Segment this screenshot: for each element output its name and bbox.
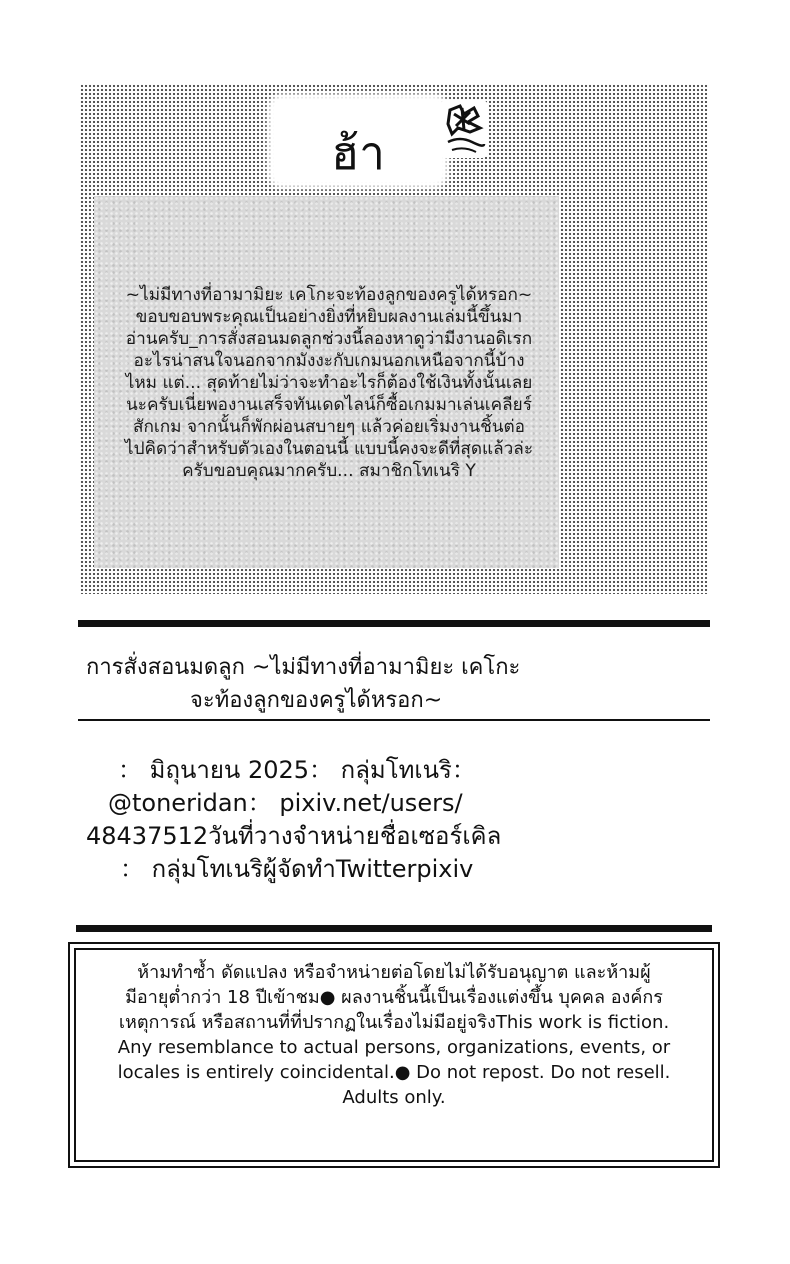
message-line: สักเกม จากนั้นก็พักผ่อนสบายๆ แล้วค่อยเริ่มงานชิ้นต่อ [133, 417, 525, 437]
credits-line-4: ： กลุ่มโทเนริผู้จัดทำTwitterpixiv [120, 855, 474, 883]
message-line: อ่านครับ_การสั่งสอนมดลูกช่วงนี้ลองหาดูว่ามีงานอดิเรก [125, 329, 533, 349]
credits-line-3: 48437512วันที่วางจำหน่ายชื่อเซอร์เคิล [86, 822, 502, 850]
message-line: ~ไม่มีทางที่อามามิยะ เคโกะจะท้องลูกของครูได้หรอก~ [125, 285, 533, 305]
disclaimer-line: มีอายุต่ำกว่า 18 ปีเข้าชม● ผลงานชิ้นนี้เป็นเรื่องแต่งขึ้น บุคคล องค์กร [125, 987, 663, 1008]
disclaimer-notice [76, 960, 712, 1110]
disclaimer-line: Any resemblance to actual persons, organizations, events, or [117, 1037, 671, 1058]
disclaimer-line: Adults only. [342, 1087, 446, 1108]
publication-credits [86, 754, 626, 886]
work-title [86, 651, 606, 717]
message-line: ขอบขอบพระคุณเป็นอย่างยิ่งที่หยิบผลงานเล่มนี้ขึ้นมา [135, 307, 523, 327]
disclaimer-line: locales is entirely coincidental.● Do not repost. Do not resell. [117, 1062, 671, 1083]
disclaimer-line: ห้ามทำซ้ำ ดัดแปลง หรือจำหน่ายต่อโดยไม่ได้รับอนุญาต และห้ามผู้ [137, 962, 651, 983]
message-line: ไปคิดว่าสำหรับตัวเองในตอนนี้ แบบนี้คงจะดีที่สุดแล้วล่ะ [124, 439, 534, 459]
sound-effect-title: ฮ้า [331, 126, 385, 180]
scribble-mark-icon [440, 100, 488, 158]
disclaimer-line: เหตุการณ์ หรือสถานที่ที่ปรากฏในเรื่องไม่มีอยู่จริงThis work is fiction. [118, 1012, 670, 1033]
message-line: ไหม แต่... สุดท้ายไม่ว่าจะทำอะไรก็ต้องใช้เงินทั้งนั้นเลย [125, 373, 533, 393]
divider-title [78, 719, 710, 721]
divider-bottom [76, 925, 712, 932]
divider-top [78, 620, 710, 627]
credits-line-2: @toneridan： pixiv.net/users/ [108, 789, 463, 817]
work-title-line-2: จะท้องลูกของครูได้หรอก~ [190, 688, 443, 713]
credits-line-1: ： มิถุนายน 2025： กลุ่มโทเนริ： [118, 756, 476, 784]
afterword-message [94, 284, 564, 482]
message-line: ครับขอบคุณมากครับ... สมาชิกโทเนริ Y [182, 461, 476, 481]
message-line: อะไรน่าสนใจนอกจากมังงะกับเกมนอกเหนือจากนี้บ้าง [133, 351, 525, 371]
message-line: นะครับเนี่ยพองานเสร็จทันเดดไลน์ก็ซื้อเกมมาเล่นเคลียร์ [126, 395, 532, 415]
work-title-line-1: การสั่งสอนมดลูก ~ไม่มีทางที่อามามิยะ เคโกะ [86, 655, 521, 680]
